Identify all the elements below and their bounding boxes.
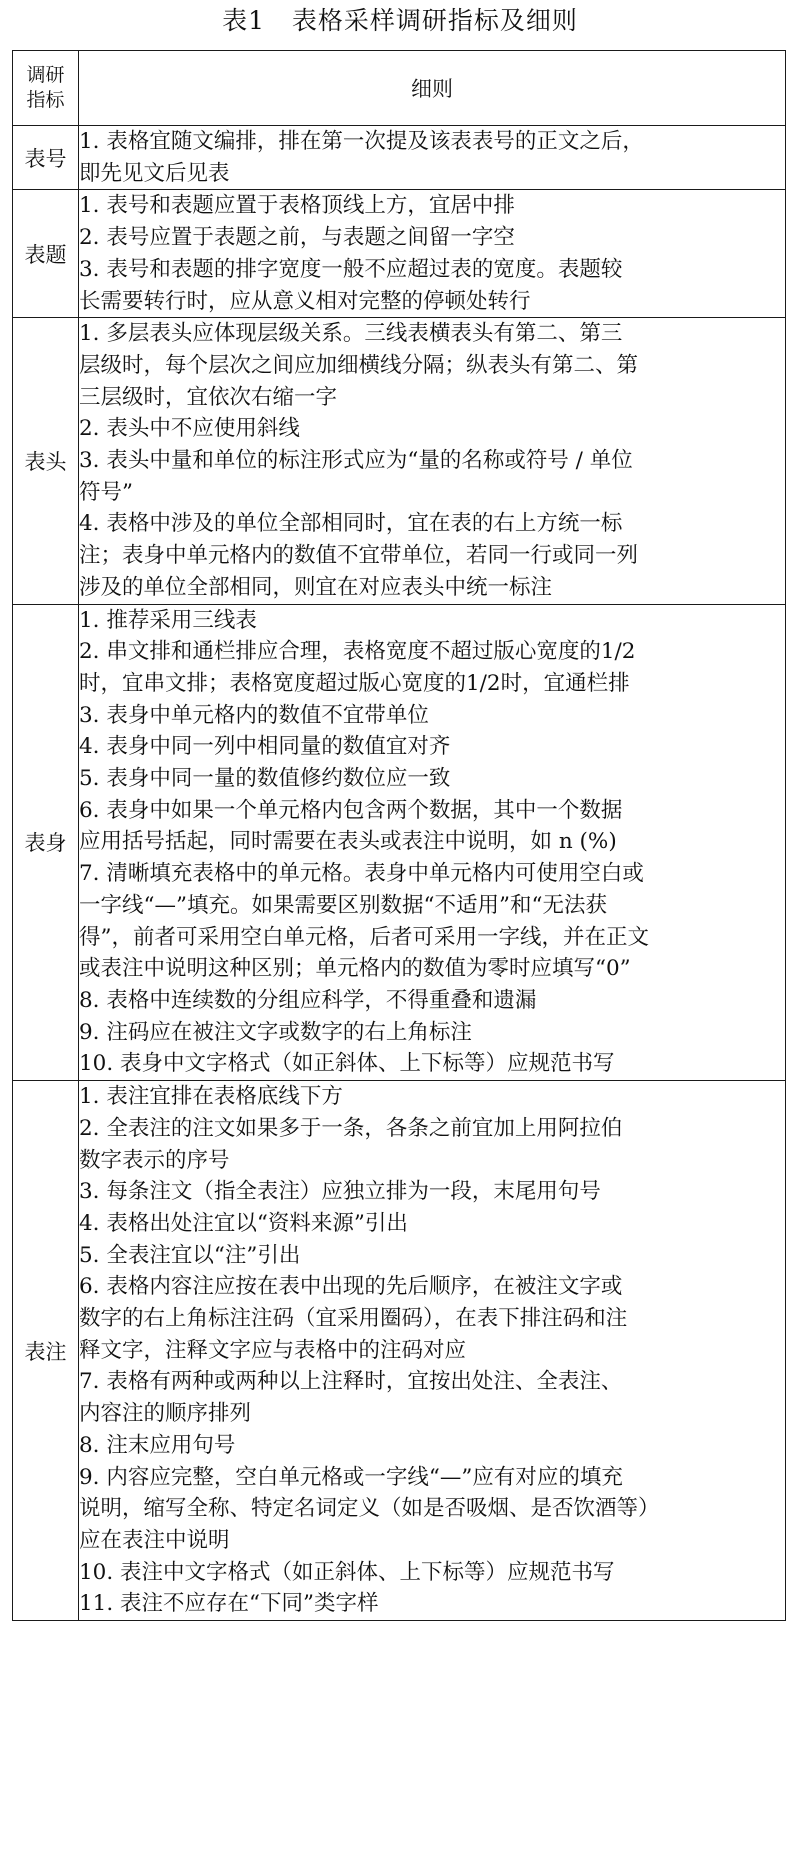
detail-text-line: 4. 表格中涉及的单位全部相同时，宜在表的右上方统一标 — [79, 511, 623, 537]
detail-text-line: 1. 表注宜排在表格底线下方 — [79, 1084, 343, 1110]
detail-text-line: 涉及的单位全部相同，则宜在对应表头中统一标注 — [79, 574, 553, 600]
table-row — [13, 126, 786, 190]
detail-text-line: 1. 推荐采用三线表 — [79, 607, 257, 633]
detail-text-line: 注；表身中单元格内的数值不宜带单位，若同一行或同一列 — [79, 543, 639, 569]
detail-text-line: 1. 表号和表题应置于表格顶线上方，宜居中排 — [79, 193, 515, 219]
table-body — [13, 126, 786, 1621]
detail-text-line: 或表注中说明这种区别；单元格内的数值为零时应填写“0” — [79, 956, 631, 982]
indicator-cell: 表题 — [13, 190, 79, 318]
detail-text-line: 6. 表身中如果一个单元格内包含两个数据，其中一个数据 — [79, 797, 623, 823]
detail-text-line: 2. 全表注的注文如果多于一条，各条之前宜加上用阿拉伯 — [79, 1115, 623, 1141]
detail-text-line: 8. 表格中连续数的分组应科学，不得重叠和遗漏 — [79, 987, 537, 1013]
detail-text-line: 符号” — [79, 479, 133, 505]
detail-text-line: 4. 表身中同一列中相同量的数值宜对齐 — [79, 734, 451, 760]
detail-text-line: 3. 表头中量和单位的标注形式应为“量的名称或符号 / 单位 — [79, 448, 633, 474]
detail-text-line: 9. 内容应完整，空白单元格或一字线“—”应有对应的填充 — [79, 1464, 623, 1490]
detail-text-line: 数字表示的序号 — [79, 1147, 230, 1173]
indicator-table — [12, 50, 786, 1621]
detail-cell — [79, 318, 786, 604]
detail-text-line: 6. 表格内容注应按在表中出现的先后顺序，在被注文字或 — [79, 1274, 623, 1300]
detail-cell — [79, 190, 786, 318]
indicator-cell: 表身 — [13, 604, 79, 1081]
indicator-header-line-2: 指标 — [26, 89, 65, 111]
indicator-header-line-1: 调研 — [26, 64, 65, 86]
detail-text-line: 7. 清晰填充表格中的单元格。表身中单元格内可使用空白或 — [79, 861, 644, 887]
detail-text-line: 3. 表号和表题的排字宽度一般不应超过表的宽度。表题较 — [79, 256, 623, 282]
detail-text-line: 数字的右上角标注注码（宜采用圈码），在表下排注码和注 — [79, 1306, 628, 1332]
detail-text-line: 8. 注末应用句号 — [79, 1432, 236, 1458]
indicator-cell: 表头 — [13, 318, 79, 604]
detail-cell — [79, 1081, 786, 1621]
detail-text-line: 11. 表注不应存在“下同”类字样 — [79, 1591, 379, 1617]
detail-text-line: 3. 表身中单元格内的数值不宜带单位 — [79, 702, 429, 728]
detail-text-line: 应在表注中说明 — [79, 1527, 230, 1553]
detail-text-line: 即先见文后见表 — [79, 160, 230, 186]
detail-text-line: 释文字，注释文字应与表格中的注码对应 — [79, 1337, 467, 1363]
indicator-cell: 表号 — [13, 126, 79, 190]
detail-text-line: 5. 表身中同一量的数值修约数位应一致 — [79, 766, 451, 792]
table-row — [13, 1081, 786, 1621]
table-caption: 表1 表格采样调研指标及细则 — [222, 6, 578, 35]
detail-text-line: 3. 每条注文（指全表注）应独立排为一段，末尾用句号 — [79, 1179, 601, 1205]
detail-column-header: 细则 — [79, 51, 786, 126]
indicator-cell: 表注 — [13, 1081, 79, 1621]
detail-text-line: 层级时，每个层次之间应加细横线分隔；纵表头有第二、第 — [79, 352, 639, 378]
table-row — [13, 318, 786, 604]
detail-text-line: 1. 表格宜随文编排，排在第一次提及该表表号的正文之后， — [79, 129, 644, 154]
detail-text-line: 2. 表头中不应使用斜线 — [79, 416, 300, 442]
detail-text-line: 7. 表格有两种或两种以上注释时，宜按出处注、全表注、 — [79, 1369, 623, 1395]
table-row — [13, 190, 786, 318]
detail-text-line: 内容注的顺序排列 — [79, 1401, 252, 1427]
detail-text-line: 长需要转行时，应从意义相对完整的停顿处转行 — [79, 288, 531, 314]
table-header-row — [13, 51, 786, 126]
detail-text-line: 10. 表注中文字格式（如正斜体、上下标等）应规范书写 — [79, 1559, 615, 1585]
detail-text-line: 说明，缩写全称、特定名词定义（如是否吸烟、是否饮酒等） — [79, 1496, 660, 1522]
detail-text-line: 2. 表号应置于表题之前，与表题之间留一字空 — [79, 225, 515, 251]
detail-text-line: 三层级时，宜依次右缩一字 — [79, 384, 338, 410]
detail-cell — [79, 604, 786, 1081]
detail-text-line: 10. 表身中文字格式（如正斜体、上下标等）应规范书写 — [79, 1051, 615, 1077]
detail-cell — [79, 126, 786, 190]
detail-text-line: 1. 多层表头应体现层级关系。三线表横表头有第二、第三 — [79, 321, 623, 347]
indicator-column-header — [13, 51, 79, 126]
detail-text-line: 2. 串文排和通栏排应合理，表格宽度不超过版心宽度的1/2 — [79, 639, 636, 665]
table-row — [13, 604, 786, 1081]
detail-text-line: 5. 全表注宜以“注”引出 — [79, 1242, 301, 1268]
detail-text-line: 9. 注码应在被注文字或数字的右上角标注 — [79, 1019, 472, 1045]
detail-text-line: 应用括号括起，同时需要在表头或表注中说明，如 n (%) — [79, 829, 617, 855]
detail-text-line: 4. 表格出处注宜以“资料来源”引出 — [79, 1210, 408, 1236]
detail-text-line: 时，宜串文排；表格宽度超过版心宽度的1/2时，宜通栏排 — [79, 670, 630, 696]
detail-text-line: 得”，前者可采用空白单元格，后者可采用一字线，并在正文 — [79, 924, 649, 950]
detail-text-line: 一字线“—”填充。如果需要区别数据“不适用”和“无法获 — [79, 892, 607, 918]
